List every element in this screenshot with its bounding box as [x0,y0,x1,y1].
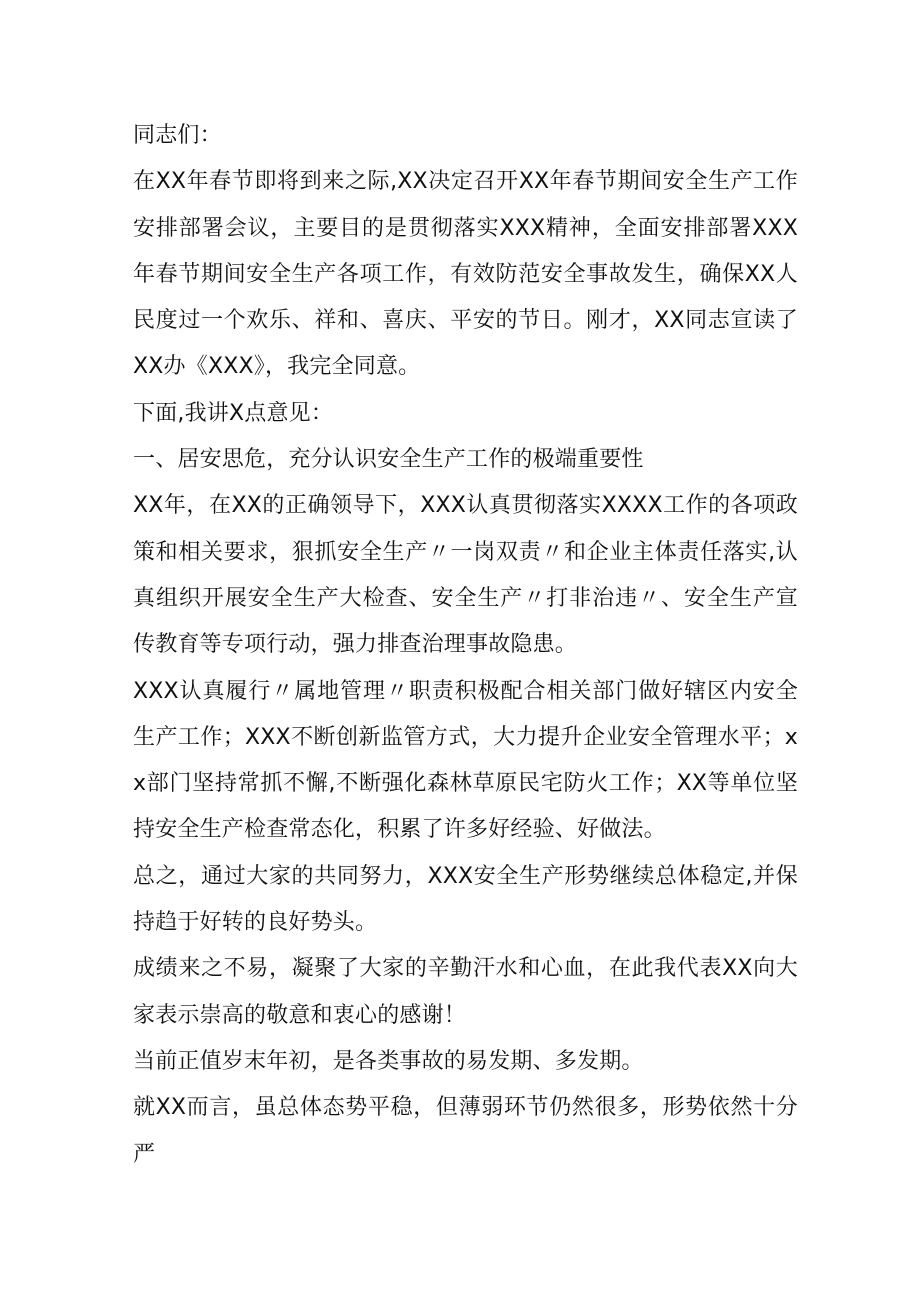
document-body [133,113,798,1178]
paragraph-thanks: 成绩来之不易，凝聚了大家的辛勤汗水和心血，在此我代表XX向大家表示崇高的敬意和衷心的感谢！ [133,956,798,1028]
paragraph-transition: 下面,我讲X点意见： [133,400,334,426]
paragraph-review: XX年，在XX的正确领导下，XXX认真贯彻落实XXXX工作的各项政策和相关要求，狠抓安全生产〃一岗双责〃和企业主体责任落实,认真组织开展安全生产大检查、安全生产〃打非治违〃、安全生产宣传教育等专项行动，强力排查治理事故隐患。 [133,493,798,658]
paragraph-situation: 就XX而言，虽总体态势平稳，但薄弱环节仍然很多，形势依然十分严 [133,1095,798,1167]
paragraph-summary: 总之，通过大家的共同努力，XXX安全生产形势继续总体稳定,并保持趋于好转的良好势头。 [133,863,798,936]
section-heading-1: 一、居安思危，充分认识安全生产工作的极端重要性 [133,447,644,473]
paragraph-current-period: 当前正值岁末年初，是各类事故的易发期、多发期。 [133,1048,644,1074]
salutation: 同志们： [133,123,222,148]
paragraph-intro: 在XX年春节即将到来之际,XX决定召开XX年春节期间安全生产工作安排部署会议，主要目的是贯彻落实XXX精神，全面安排部署XXX年春节期间安全生产各项工作，有效防范安全事故发生，确保XX人民度过一个欢乐、祥和、喜庆、平安的节日。刚才，XX同志宣读了XX办《XXX》，我完全同意。 [133,169,798,380]
paragraph-departments: XXX认真履行〃属地管理〃职责积极配合相关部门做好辖区内安全生产工作；XXX不断创新监管方式，大力提升企业安全管理水平；xx部门坚持常抓不懈,不断强化森林草原民宅防火工作；XX等单位坚持安全生产检查常态化，积累了许多好经验、好做法。 [133,678,798,843]
